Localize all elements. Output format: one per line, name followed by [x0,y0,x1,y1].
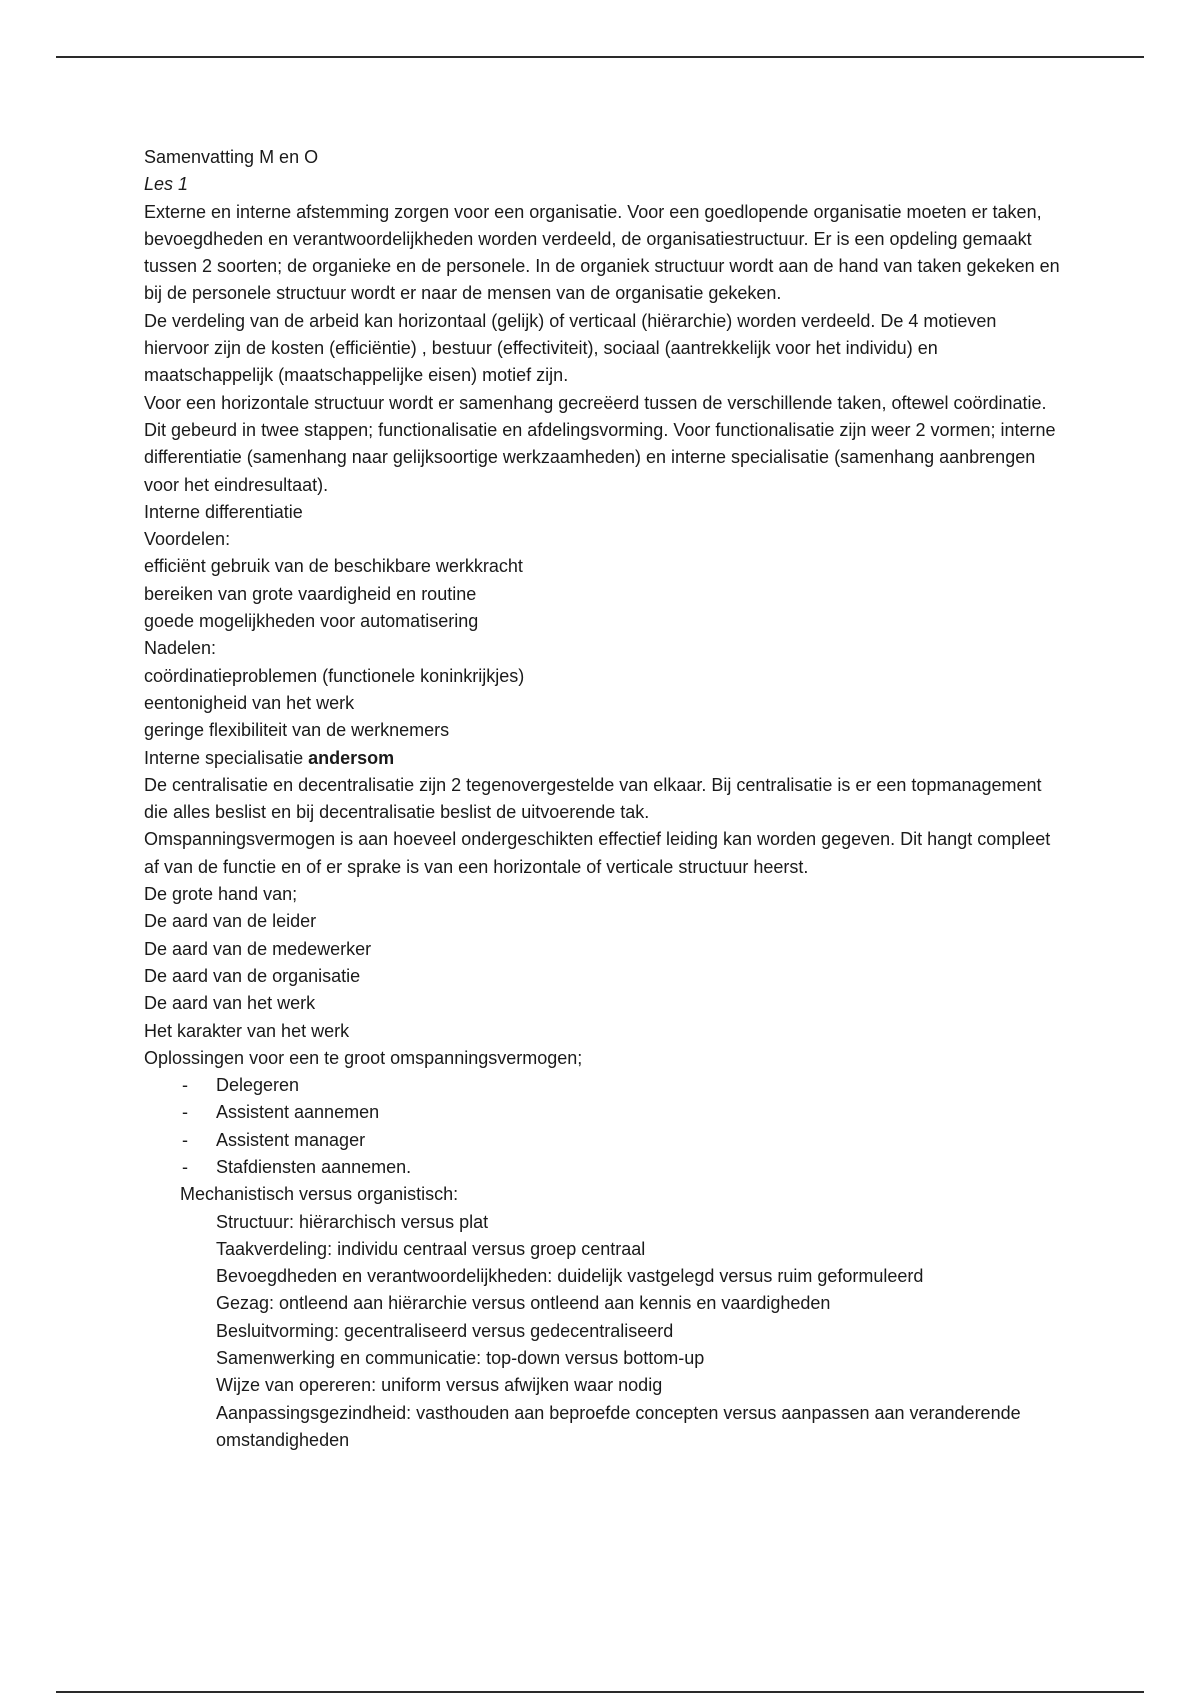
interne-specialisatie-line [144,745,1060,772]
aard-item: Het karakter van het werk [144,1020,350,1041]
mech-item: Samenwerking en communicatie: top-down versus bottom-up [216,1348,705,1369]
bullet-dash: - [182,1075,188,1096]
interne-specialisatie-text: Interne specialisatie [144,747,309,768]
bullet-dash: - [182,1156,188,1177]
aard-item: De aard van de organisatie [144,965,361,986]
mech-item: Taakverdeling: individu centraal versus groep centraal [216,1238,646,1259]
bullet-dash: - [182,1129,188,1150]
mechanistisch-heading: Mechanistisch versus organistisch: [180,1184,459,1205]
paragraph-centralisatie: De centralisatie en decentralisatie zijn 2 tegenovergestelde van elkaar. Bij centralisatie is er een topmanagement die alles beslist en bij decentralisatie beslist de uitvoerende tak. [144,774,1042,823]
list-item-text: Stafdiensten aannemen. [216,1156,412,1177]
interne-differentiatie-heading: Interne differentiatie [144,501,303,522]
voordeel-item: goede mogelijkheden voor automatisering [144,611,479,632]
paragraph-omspanningsvermogen: Omspanningsvermogen is aan hoeveel ondergeschikten effectief leiding kan worden gegeven. Dit hangt compleet af van de functie en of er sprake is van een horizontale of verticale structuur heerst. [144,829,1051,877]
lesson-heading: Les 1 [144,174,189,195]
list-item-text: Delegeren [216,1075,300,1096]
paragraph-afstemming: Externe en interne afstemming zorgen voor een organisatie. Voor een goedlopende organisatie moeten er taken, bevoegdheden en verantwoordelijkheden worden verdeeld, de organisatiestructuur. Er is een opdeling gemaakt tussen 2 soorten; de organieke en de personele. In de organiek structuur wordt aan de hand van taken gekeken en bij de personele structuur wordt er naar de mensen van de organisatie gekeken. [144,201,1060,304]
list-item-text: Assistent aannemen [216,1102,380,1123]
mech-item: Wijze van opereren: uniform versus afwijken waar nodig [216,1375,663,1396]
top-rule [56,56,1144,58]
voordeel-item: efficiënt gebruik van de beschikbare werkkracht [144,556,523,577]
aard-item: De aard van de leider [144,911,317,932]
mech-item: Bevoegdheden en verantwoordelijkheden: duidelijk vastgelegd versus ruim geformuleerd [216,1266,924,1287]
list-item [144,1154,1060,1181]
list-item [144,1099,1060,1126]
mech-item: Besluitvorming: gecentraliseerd versus gedecentraliseerd [216,1320,674,1341]
aard-item: De aard van het werk [144,993,316,1014]
bullet-dash: - [182,1102,188,1123]
mech-item: Structuur: hiërarchisch versus plat [216,1211,489,1232]
nadeel-item: eentonigheid van het werk [144,692,355,713]
voordelen-label: Voordelen: [144,529,231,550]
nadeel-item: geringe flexibiliteit van de werknemers [144,720,450,741]
paragraph-horizontale-structuur: Voor een horizontale structuur wordt er samenhang gecreëerd tussen de verschillende taken, oftewel coördinatie. Dit gebeurd in twee stappen; functionalisatie en afdelingsvorming. Voor functionalisatie zijn weer 2 vormen; interne differentiatie (samenhang naar gelijksoortige werkzaamheden) en interne specialisatie (samenhang aanbrengen voor het eindresultaat). [144,392,1056,495]
list-item [144,1127,1060,1154]
oplossingen-list [144,1072,1060,1181]
oplossingen-label: Oplossingen voor een te groot omspanningsvermogen; [144,1047,583,1068]
list-item [144,1072,1060,1099]
paragraph-verdeling: De verdeling van de arbeid kan horizontaal (gelijk) of verticaal (hiërarchie) worden verdeeld. De 4 motieven hiervoor zijn de kosten (efficiëntie) , bestuur (effectiviteit), sociaal (aantrekkelijk voor het individu) en maatschappelijk (maatschappelijke eisen) motief zijn. [144,310,997,386]
voordeel-item: bereiken van grote vaardigheid en routine [144,583,477,604]
mech-item: Aanpassingsgezindheid: vasthouden aan beproefde concepten versus aanpassen aan veranderende omstandigheden [216,1402,1021,1450]
document-title: Samenvatting M en O [144,147,319,167]
mech-item: Gezag: ontleend aan hiërarchie versus ontleend aan kennis en vaardigheden [216,1293,831,1314]
document-body [144,144,1060,1454]
aard-item: De aard van de medewerker [144,938,372,959]
andersom-emphasis: andersom [308,747,395,768]
nadeel-item: coördinatieproblemen (functionele koninkrijkjes) [144,665,525,686]
nadelen-label: Nadelen: [144,638,217,659]
bottom-rule [56,1691,1144,1693]
grote-hand-heading: De grote hand van; [144,884,298,905]
list-item-text: Assistent manager [216,1129,366,1150]
